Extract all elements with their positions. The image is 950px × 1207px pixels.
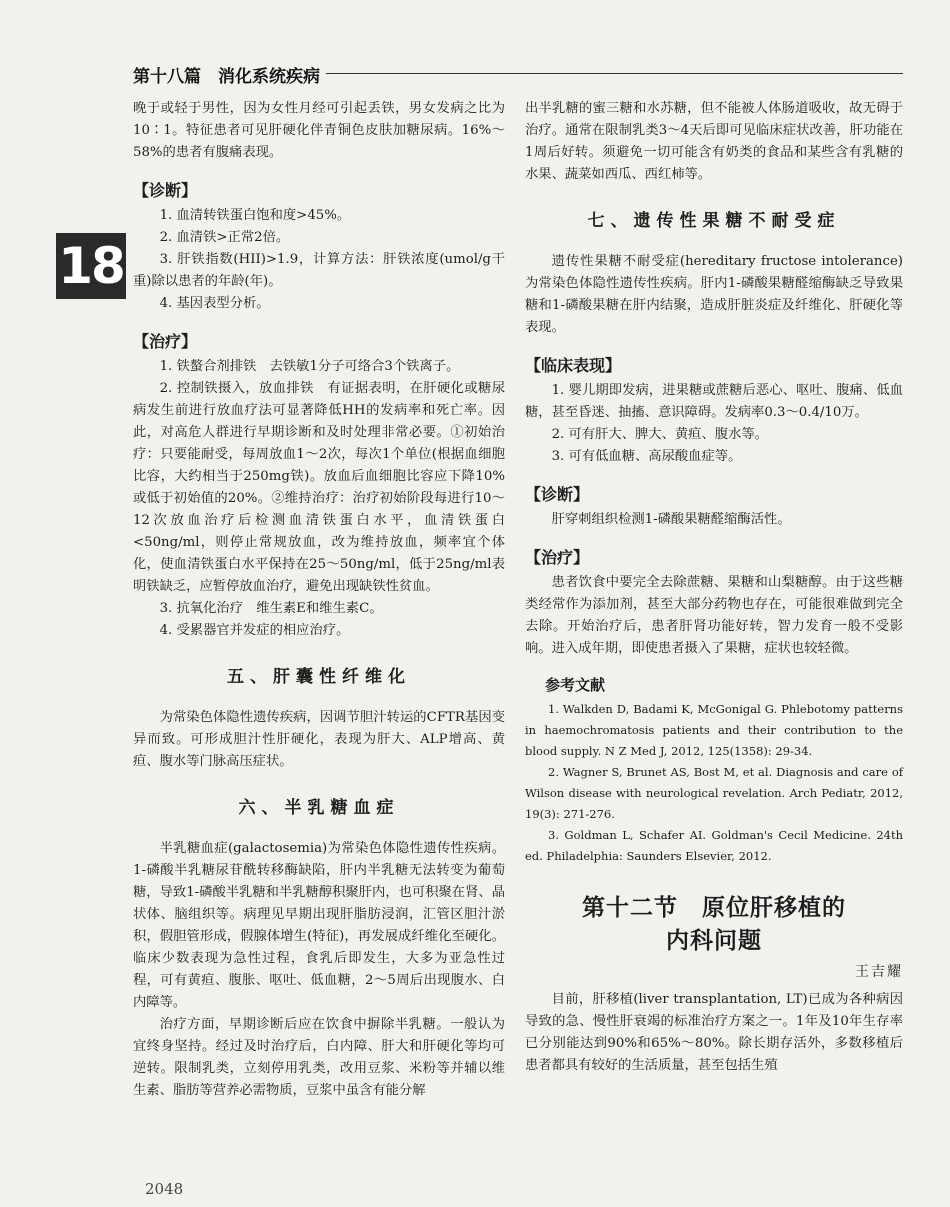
- diagnosis-text: 肝穿刺组织检测1-磷酸果糖醛缩酶活性。: [551, 512, 791, 527]
- section-6-paragraph: 治疗方面，早期诊断后应在饮食中摒除半乳糖。一般认为宜终身坚持。经过及时治疗后，白内障、肝大和肝硬化等均可逆转。限制乳类，立刻停用乳类，改用豆浆、米粉等并辅以维生素、脂肪等营养必需物质，豆浆中虽含有能分解: [133, 1017, 505, 1098]
- references-heading: 参考文献: [545, 676, 606, 694]
- treatment-heading: 【治疗】: [133, 332, 198, 351]
- section-12-intro: 目前，肝移植(liver transplantation, LT)已成为各种病因导致的急、慢性肝衰竭的标准治疗方案之一。1年及10年生存率已分别能达到90%和65%～80%。除长期存活外，多数移植后患者都具有较好的生活质量，甚至包括生殖: [525, 992, 903, 1073]
- reference-item: 2. Wagner S, Brunet AS, Bost M, et al. Diagnosis and care of Wilson disease with neurological revelation. Arch Pediatr, 2012, 19(3): 271-276.: [525, 765, 903, 821]
- section-12-title-line-2: 内科问题: [666, 927, 762, 954]
- continued-paragraph: 出半乳糖的蜜三糖和水苏糖，但不能被人体肠道吸收，故无碍于治疗。通常在限制乳类3～4天后即可见临床症状改善，肝功能在1周后好转。须避免一切可能含有奶类的食品和某些含有乳糖的水果、蔬菜如西瓜、西红柿等。: [525, 101, 903, 182]
- section-5-title: 五、肝囊性纤维化: [227, 667, 411, 687]
- reference-item: 1. Walkden D, Badami K, McGonigal G. Phlebotomy patterns in haemochromatosis patients and their contribution to the blood supply. N Z Med J, 2012, 125(1358): 29-34.: [525, 702, 903, 758]
- reference-item: 3. Goldman L, Schafer AI. Goldman's Cecil Medicine. 24th ed. Philadelphia: Saunders Elsevier, 2012.: [525, 828, 903, 863]
- diagnosis-item: 4. 基因表型分析。: [159, 296, 270, 311]
- clinical-heading: 【临床表现】: [525, 356, 622, 375]
- section-12-title: [525, 891, 903, 957]
- left-column: [133, 98, 505, 1102]
- section-6-paragraph: 半乳糖血症(galactosemia)为常染色体隐性遗传性疾病。1-磷酸半乳糖尿苷酰转移酶缺陷，肝内半乳糖无法转变为葡萄糖，导致1-磷酸半乳糖和半乳糖醇积聚肝内，也可积聚在肾、晶状体、脑组织等。病理见早期出现肝脂肪浸润，汇管区胆汁淤积，假胆管形成，假腺体增生(特征)，再发展成纤维化至硬化。临床少数表现为急性过程，食乳后即发生，大多为亚急性过程，可有黄疸、腹胀、呕吐、低血糖，2～5周后出现腹水、白内障等。: [133, 841, 505, 1010]
- author-name: 王吉耀: [855, 964, 903, 980]
- treatment-item: 3. 抗氧化治疗 维生素E和维生素C。: [159, 601, 383, 616]
- right-column: [525, 98, 903, 1077]
- chapter-tab: 18: [56, 233, 126, 299]
- page-number: 2048: [145, 1180, 184, 1198]
- clinical-item: 1. 婴儿期即发病，进果糖或蔗糖后恶心、呕吐、腹痛、低血糖，甚至昏迷、抽搐、意识障碍。发病率0.3～0.4/10万。: [525, 383, 903, 420]
- section-7-text: 遗传性果糖不耐受症(hereditary fructose intolerance)为常染色体隐性遗传性疾病。肝内1-磷酸果糖醛缩酶缺乏导致果糖和1-磷酸果糖在肝内结聚，造成肝脏炎症及纤维化、肝硬化等表现。: [525, 254, 903, 335]
- section-6-title: 六、半乳糖血症: [238, 798, 400, 818]
- diagnosis-item: 1. 血清转铁蛋白饱和度>45%。: [159, 208, 351, 223]
- treatment-text: 患者饮食中要完全去除蔗糖、果糖和山梨糖醇。由于这些糖类经常作为添加剂，甚至大部分药物也存在，可能很难做到完全去除。开始治疗后，患者肝肾功能好转，智力发育一般不受影响。进入成年期，即使患者摄入了果糖，症状也较轻微。: [525, 575, 903, 656]
- section-7-title: 七、遗传性果糖不耐受症: [587, 211, 841, 231]
- running-header: [133, 60, 903, 90]
- section-5-text: 为常染色体隐性遗传疾病，因调节胆汁转运的CFTR基因变异而致。可形成胆汁性肝硬化，表现为肝大、ALP增高、黄疸、腹水等门脉高压症状。: [133, 710, 505, 769]
- diagnosis-heading-right: 【诊断】: [525, 485, 590, 504]
- section-12-title-line-1: 第十二节 原位肝移植的: [582, 894, 846, 921]
- clinical-item: 3. 可有低血糖、高尿酸血症等。: [551, 449, 742, 464]
- clinical-item: 2. 可有肝大、脾大、黄疸、腹水等。: [551, 427, 768, 442]
- intro-paragraph: 晚于或轻于男性，因为女性月经可引起丢铁，男女发病之比为10∶1。特征患者可见肝硬化伴青铜色皮肤加糖尿病。16%～58%的患者有腹痛表现。: [133, 101, 505, 160]
- diagnosis-item: 2. 血清铁>正常2倍。: [159, 230, 290, 245]
- diagnosis-heading: 【诊断】: [133, 181, 198, 200]
- treatment-heading-right: 【治疗】: [525, 548, 590, 567]
- header-title: 第十八篇 消化系统疾病: [133, 62, 326, 87]
- treatment-item: 1. 铁螯合剂排铁 去铁敏1分子可络合3个铁离子。: [159, 359, 460, 374]
- treatment-item: 4. 受累器官并发症的相应治疗。: [159, 623, 350, 638]
- treatment-item: 2. 控制铁摄入，放血排铁 有证据表明，在肝硬化或糖尿病发生前进行放血疗法可显著降低HH的发病率和死亡率。因此，对高危人群进行早期诊断和及时处理非常必要。①初始治疗：只要能耐受，每周放血1～2次，每次1个单位(根据血细胞比容，大约相当于250mg铁)。放血后血细胞比容应下降10%或低于初始值的20%。②维持治疗：治疗初始阶段每进行10～12次放血治疗后检测血清铁蛋白水平，血清铁蛋白<50ng/ml，则停止常规放血，改为维持放血，频率宜个体化，使血清铁蛋白水平保持在25～50ng/ml，低于25ng/ml表明铁缺乏，应暂停放血治疗，避免出现缺铁性贫血。: [133, 381, 505, 594]
- diagnosis-item: 3. 肝铁指数(HII)>1.9，计算方法：肝铁浓度(umol/g干重)除以患者的年龄(年)。: [133, 252, 505, 289]
